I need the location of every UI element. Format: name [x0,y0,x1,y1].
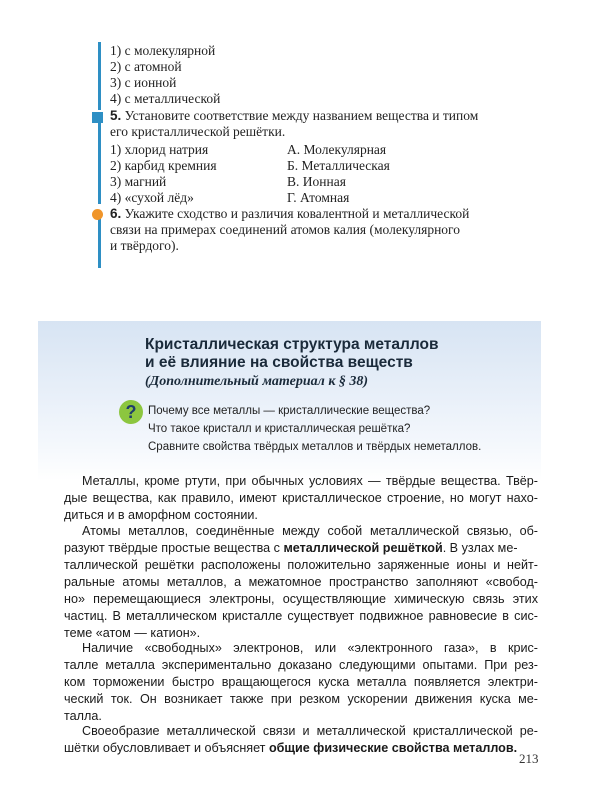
body-line: Своеобразие металлической связи и металлической кристаллической ре- [82,724,538,738]
q6-number: 6. [110,206,122,221]
page-number: 213 [519,751,539,766]
body-line: талла. [64,709,102,723]
q5-line-2: его кристаллической решётки. [110,124,286,139]
q5-right-1: А. Молекулярная [287,142,387,157]
circle-marker-icon [92,209,103,220]
q6-line-2: связи на примерах соединений атомов калия (молекулярного [110,222,460,237]
body-line [64,740,538,757]
body-line: ком торможении быстро вращающегося куска металла появляется электри- [64,675,538,689]
body-text: шётки обусловливает и объясняет [64,741,266,755]
q5-right-3: В. Ионная [287,174,346,189]
q5-text: Установите соответствие между названием вещества и типом [124,108,479,123]
q6-text: Укажите сходство и различия ковалентной и металлической [124,206,470,221]
body-line: Металлы, кроме ртути, при обычных условиях — твёрдые вещества. Твёр- [82,474,538,488]
section-title-line-1: Кристаллическая структура металлов [145,336,439,353]
body-line: таллической решётки расположены положительно заряженные ионы и нейт- [64,558,538,572]
square-marker-icon [92,112,103,123]
section-question-1: Почему все металлы — кристаллические вещества? [148,405,431,417]
body-line: ральные атомы металлов, а межатомное пространство заполняют «свобод- [64,575,538,589]
exercise-bar [98,120,101,204]
body-line: диться и в аморфном состоянии. [64,508,258,522]
q5-left-1: 1) хлорид натрия [110,142,209,157]
q6-line-1 [110,206,469,222]
section-subtitle: (Дополнительный материал к § 38) [145,374,369,389]
section-title-line-2: и её влияние на свойства веществ [145,354,413,371]
q5-line-1 [110,108,478,124]
body-line [64,540,538,557]
exercise-bar [98,216,101,268]
q5-right-4: Г. Атомная [287,190,350,205]
q4-option-1: 1) с молекулярной [110,43,216,58]
bold-term: общие физические свойства металлов. [268,741,518,755]
body-line: но» перемещающиеся электроны, осуществляющие химическую связь этих [64,592,538,606]
body-text: разуют твёрдые простые вещества с [64,541,280,555]
q6-line-3: и твёрдого). [110,238,179,253]
q4-option-3: 3) с ионной [110,75,177,90]
body-line: дые вещества, как правило, имеют кристаллическое строение, но могут нахо- [64,491,538,505]
exercise-bar [98,42,101,110]
question-icon: ? [119,400,143,424]
body-line: теме «атом — катион». [64,626,201,640]
body-line: ческий ток. Он возникает также при резком ускорении движения куска ме- [64,692,538,706]
q5-number: 5. [110,108,122,123]
body-line: Атомы металлов, соединённые между собой металлической связью, об- [82,524,538,538]
section-question-2: Что такое кристалл и кристаллическая решётка? [148,423,411,435]
q5-left-2: 2) карбид кремния [110,158,217,173]
q5-right-2: Б. Металлическая [287,158,390,173]
body-line: частиц. В металлическом кристалле существует подвижное равновесие в сис- [64,609,538,623]
body-line: талле металла экспериментально доказано следующими опытами. При рез- [64,658,538,672]
body-line: Наличие «свободных» электронов, или «электронного газа», в крис- [82,641,538,655]
q5-left-4: 4) «сухой лёд» [110,190,194,205]
q4-option-2: 2) с атомной [110,59,182,74]
body-text: . В узлах ме- [442,541,518,555]
section-question-3: Сравните свойства твёрдых металлов и твёрдых неметаллов. [148,441,482,453]
q5-left-3: 3) магний [110,174,167,189]
bold-term: металлической решёткой [283,541,443,555]
q4-option-4: 4) с металлической [110,91,221,106]
